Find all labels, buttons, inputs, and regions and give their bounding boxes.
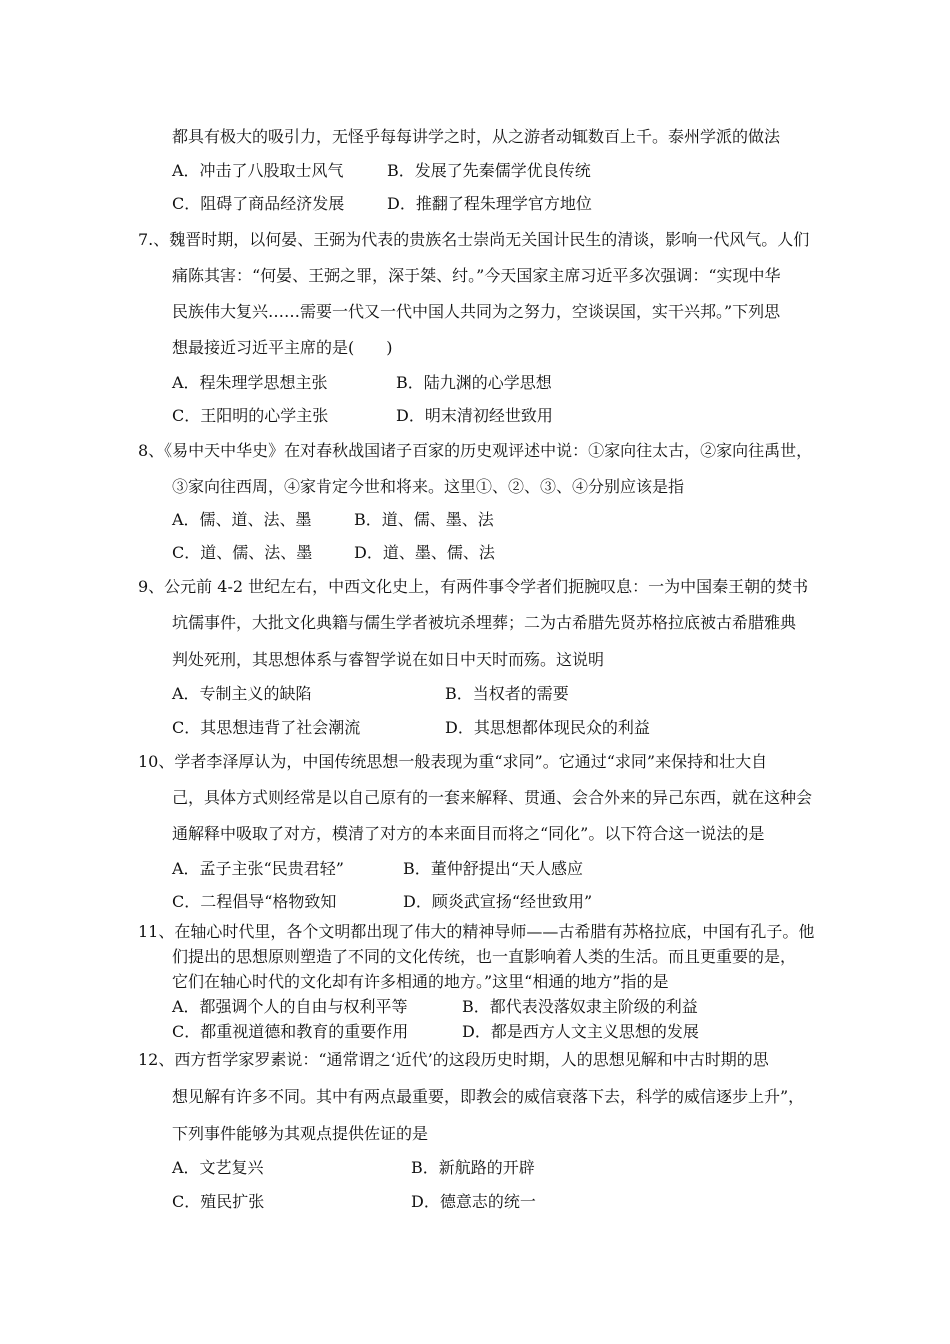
q9-line-1: 9、公元前 4-2 世纪左右，中西文化史上，有两件事令学者们扼腕叹息：一为中国秦王朝的焚书	[138, 577, 809, 596]
q10-option-b: B．董仲舒提出“天人感应	[403, 859, 583, 878]
q7-option-a: A．程朱理学思想主张	[172, 373, 328, 392]
q12-option-c: C．殖民扩张	[172, 1192, 265, 1211]
q6-option-c: C．阻碍了商品经济发展	[172, 194, 345, 213]
q8-option-b: B．道、儒、墨、法	[354, 510, 494, 529]
q12-line-3: 下列事件能够为其观点提供佐证的是	[172, 1124, 429, 1143]
q6-option-d: D．推翻了程朱理学官方地位	[387, 194, 592, 213]
q6-stem-tail: 都具有极大的吸引力，无怪乎每每讲学之时，从之游者动辄数百上千。泰州学派的做法	[172, 127, 781, 146]
q8-option-d: D．道、墨、儒、法	[354, 543, 495, 562]
q9-option-d: D．其思想都体现民众的利益	[445, 718, 650, 737]
q8-line-2: ③家向往西周，④家肯定今世和将来。这里①、②、③、④分别应该是指	[172, 477, 685, 496]
q7-line-3: 民族伟大复兴……需要一代又一代中国人共同为之努力，空谈误国，实干兴邦。”下列思	[172, 302, 781, 321]
q6-option-a: A．冲击了八股取士风气	[172, 161, 344, 180]
q10-line-3: 通解释中吸取了对方，模清了对方的本来面目而将之“同化”。以下符合这一说法的是	[172, 824, 765, 843]
q11-option-d: D．都是西方人文主义思想的发展	[462, 1022, 699, 1041]
q9-option-b: B．当权者的需要	[445, 684, 569, 703]
q11-line-3: 它们在轴心时代的文化却有许多相通的地方。”这里“相通的地方”指的是	[172, 972, 669, 991]
q7-option-c: C．王阳明的心学主张	[172, 406, 329, 425]
q7-option-d: D．明末清初经世致用	[396, 406, 553, 425]
q12-option-b: B．新航路的开辟	[411, 1158, 535, 1177]
q12-line-1: 12、西方哲学家罗素说：“通常谓之‘近代’的这段历史时期，人的思想见解和中古时期的思	[138, 1050, 769, 1069]
q11-option-a: A．都强调个人的自由与权利平等	[172, 997, 408, 1016]
q10-line-1: 10、学者李泽厚认为，中国传统思想一般表现为重“求同”。它通过“求同”来保持和壮大自	[138, 752, 768, 771]
q8-line-1: 8、《易中天中华史》在对春秋战国诸子百家的历史观评述中说：①家向往太古，②家向往禹世，	[138, 441, 813, 460]
q6-option-b: B．发展了先秦儒学优良传统	[387, 161, 591, 180]
q11-option-b: B．都代表没落奴隶主阶级的利益	[462, 997, 698, 1016]
q12-option-a: A．文艺复兴	[172, 1158, 264, 1177]
q10-line-2: 己，具体方式则经常是以自己原有的一套来解释、贯通、会合外来的异己东西，就在这种会	[172, 788, 813, 807]
q11-line-2: 们提出的思想原则塑造了不同的文化传统，也一直影响着人类的生活。而且更重要的是，	[172, 947, 797, 966]
q10-option-c: C．二程倡导“格物致知	[172, 892, 337, 911]
q10-option-d: D．顾炎武宣扬“经世致用”	[403, 892, 593, 911]
q9-line-3: 判处死刑，其思想体系与睿智学说在如日中天时而殇。这说明	[172, 650, 605, 669]
q8-option-a: A．儒、道、法、墨	[172, 510, 312, 529]
q12-line-2: 想见解有许多不同。其中有两点最重要，即教会的威信衰落下去，科学的威信逐步上升”，	[172, 1087, 805, 1106]
q12-option-d: D．德意志的统一	[411, 1192, 536, 1211]
q7-line-1: 7.、魏晋时期，以何晏、王弼为代表的贵族名士崇尚无关国计民生的清谈，影响一代风气。人们	[138, 230, 810, 249]
q10-option-a: A．孟子主张“民贵君轻”	[172, 859, 344, 878]
q7-line-4: 想最接近习近平主席的是( )	[172, 338, 393, 357]
q7-option-b: B．陆九渊的心学思想	[396, 373, 552, 392]
q11-option-c: C．都重视道德和教育的重要作用	[172, 1022, 409, 1041]
q8-option-c: C．道、儒、法、墨	[172, 543, 313, 562]
q9-line-2: 坑儒事件，大批文化典籍与儒生学者被坑杀埋葬；二为古希腊先贤苏格拉底被古希腊雅典	[172, 613, 797, 632]
q9-option-a: A．专制主义的缺陷	[172, 684, 312, 703]
q9-option-c: C．其思想违背了社会潮流	[172, 718, 361, 737]
q7-line-2: 痛陈其害：“何晏、王弼之罪，深于桀、纣。”今天国家主席习近平多次强调：“实现中华	[172, 266, 781, 285]
q11-line-1: 11、在轴心时代里，各个文明都出现了伟大的精神导师——古希腊有苏格拉底，中国有孔子。他	[138, 922, 815, 941]
